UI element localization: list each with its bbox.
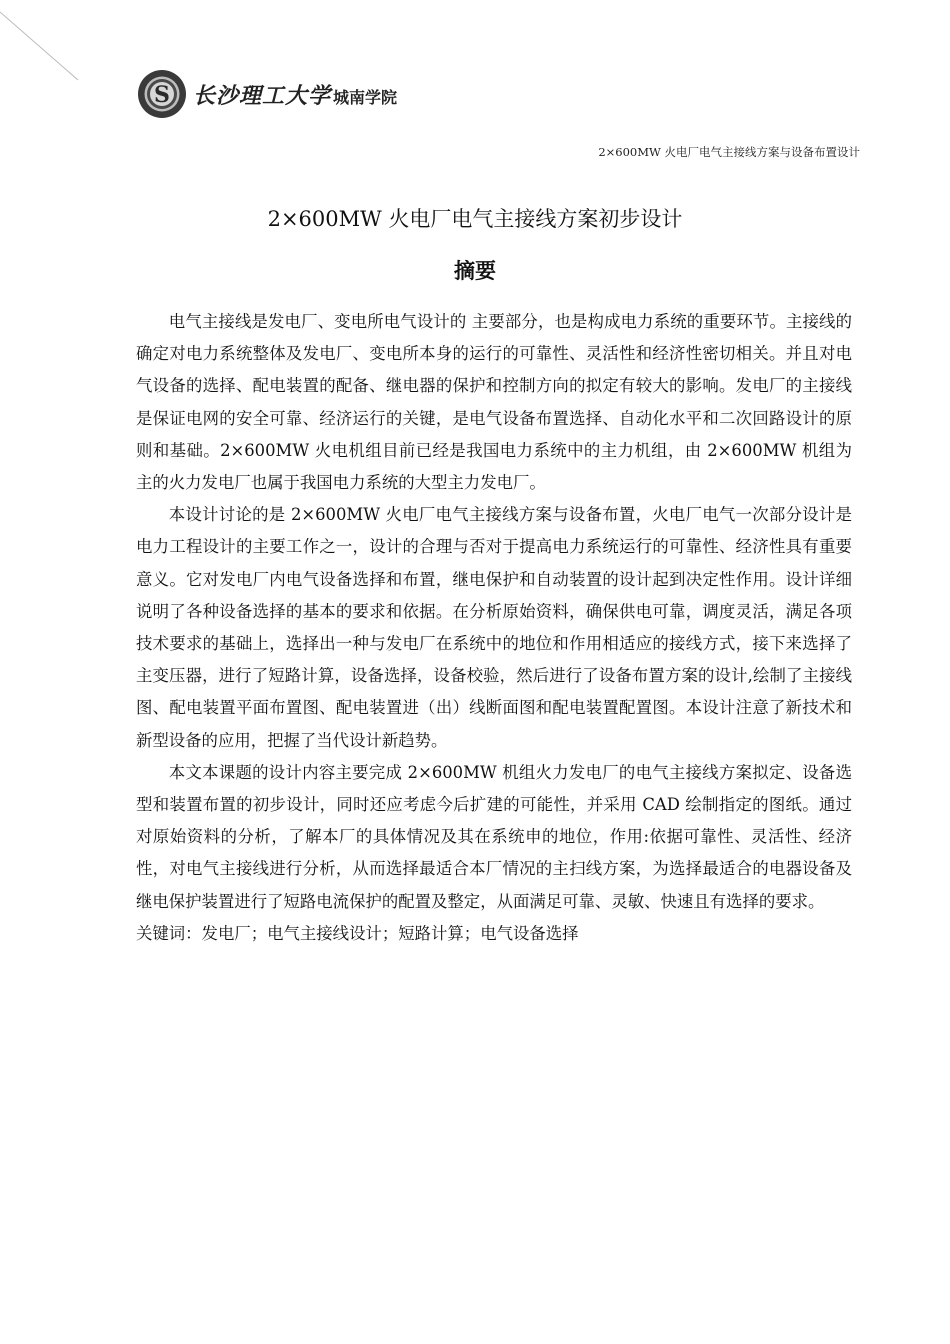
seal-letter: S	[154, 82, 170, 108]
abstract-paragraph-3: 本文本课题的设计内容主要完成 2×600MW 机组火力发电厂的电气主接线方案拟定、设备选型和装置布置的初步设计，同时还应考虑今后扩建的可能性，并采用 CAD 绘制指定的图纸。通过对原始资料的分析，了解本厂的具体情况及其在系统申的地位，作用:依据可靠性、灵活性、经济性，对电气主接线进行分析，从而选择最适合本厂情况的主扫线方案，为选择最适合的电器设备及继电保护装置进行了短路电流保护的配置及整定，从面满足可靠、灵敏、快速且有选择的要求。	[136, 762, 852, 911]
page-corner-fold-mark	[0, 0, 90, 90]
school-header	[137, 66, 397, 122]
school-name-sub: 城南学院	[333, 87, 398, 107]
abstract-body	[136, 306, 852, 950]
abstract-heading: 摘要	[454, 259, 496, 283]
school-name	[193, 79, 397, 110]
school-name-main: 长沙理工大学	[193, 82, 332, 109]
keywords-line: 关键词：发电厂；电气主接线设计；短路计算；电气设备选择	[136, 923, 579, 943]
university-seal-icon	[137, 69, 187, 119]
document-title: 2×600MW 火电厂电气主接线方案初步设计	[267, 207, 683, 231]
abstract-paragraph-2: 本设计讨论的是 2×600MW 火电厂电气主接线方案与设备布置，火电厂电气一次部分设计是电力工程设计的主要工作之一，设计的合理与否对于提高电力系统运行的可靠性、经济性具有重要意义。它对发电厂内电气设备选择和布置，继电保护和自动装置的设计起到决定性作用。设计详细说明了各种设备选择的基本的要求和依据。在分析原始资料，确保供电可靠，调度灵活，满足各项技术要求的基础上，选择出一种与发电厂在系统中的地位和作用相适应的接线方式，接下来选择了主变压器，进行了短路计算，设备选择，设备校验，然后进行了设备布置方案的设计,绘制了主接线图、配电装置平面布置图、配电装置进（出）线断面图和配电装置配置图。本设计注意了新技术和新型设备的应用，把握了当代设计新趋势。	[136, 505, 852, 750]
abstract-paragraph-1: 电气主接线是发电厂、变电所电气设计的 主要部分，也是构成电力系统的重要环节。主接线的确定对电力系统整体及发电厂、变电所本身的运行的可靠性、灵活性和经济性密切相关。并且对电气设备的选择、配电装置的配备、继电器的保护和控制方向的拟定有较大的影响。发电厂的主接线是保证电网的安全可靠、经济运行的关键，是电气设备布置选择、自动化水平和二次回路设计的原则和基础。2×600MW 火电机组目前已经是我国电力系统中的主力机组，由 2×600MW 机组为主的火力发电厂也属于我国电力系统的大型主力发电厂。	[136, 312, 852, 493]
running-head: 2×600MW 火电厂电气主接线方案与设备布置设计	[598, 145, 860, 159]
